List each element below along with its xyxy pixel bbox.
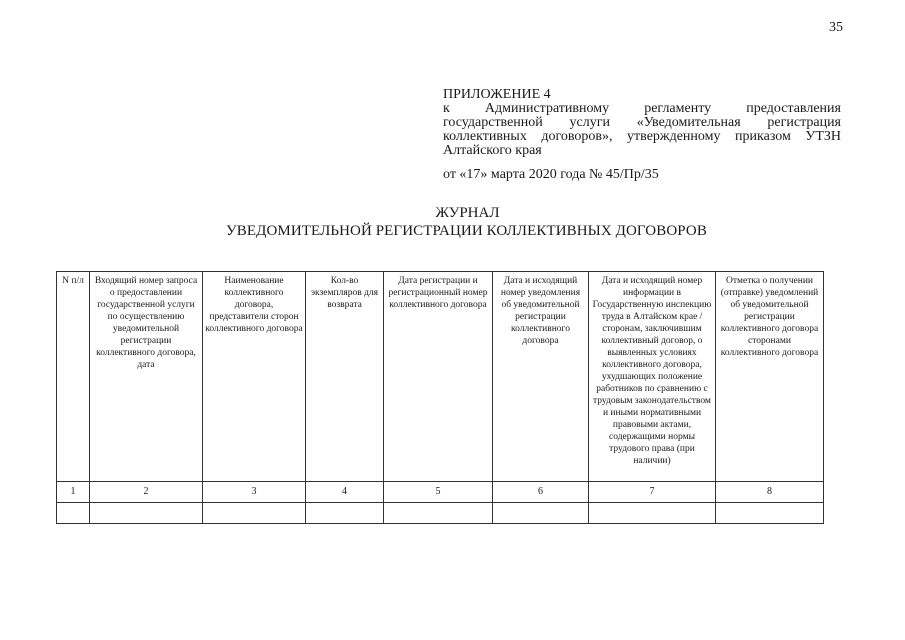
journal-title-line2: УВЕДОМИТЕЛЬНОЙ РЕГИСТРАЦИИ КОЛЛЕКТИВНЫХ ДОГОВОРОВ	[226, 223, 707, 239]
column-header: Входящий номер запроса о предоставлении государственной услуги по осуществлению уведомительной регистрации коллективного договора, дата	[90, 272, 203, 482]
table-cell	[203, 503, 306, 524]
column-number: 5	[384, 482, 493, 503]
column-number: 3	[203, 482, 306, 503]
column-number: 1	[57, 482, 90, 503]
journal-title-line1: ЖУРНАЛ	[435, 205, 500, 221]
column-header: Наименование коллективного договора, представители сторон коллективного договора	[203, 272, 306, 482]
page-number: 35	[829, 20, 843, 35]
table-cell	[716, 503, 824, 524]
table-row	[57, 503, 824, 524]
table-cell	[57, 503, 90, 524]
journal-table	[56, 271, 824, 524]
column-header: Дата и исходящий номер уведомления об уведомительной регистрации коллективного договора	[493, 272, 589, 482]
table-header-row	[57, 272, 824, 482]
column-header: Дата регистрации и регистрационный номер коллективного договора	[384, 272, 493, 482]
column-number: 2	[90, 482, 203, 503]
table-cell	[493, 503, 589, 524]
appendix-date-line: от «17» марта 2020 года № 45/Пр/35	[443, 167, 659, 182]
column-number: 8	[716, 482, 824, 503]
appendix-block	[443, 88, 841, 182]
table-cell	[306, 503, 384, 524]
column-number: 7	[589, 482, 716, 503]
appendix-body: к Административному регламенту предоставления государственной услуги «Уведомительная регистрация коллективных договоров», утвержденному приказом УТЗН Алтайского края	[443, 101, 841, 158]
column-header: N п/л	[57, 272, 90, 482]
column-number: 6	[493, 482, 589, 503]
column-header: Отметка о получении (отправке) уведомлений об уведомительной регистрации коллективного договора сторонами коллективного договора	[716, 272, 824, 482]
appendix-heading: ПРИЛОЖЕНИЕ 4	[443, 87, 551, 102]
column-number-row	[57, 482, 824, 503]
table-cell	[90, 503, 203, 524]
column-header: Дата и исходящий номер информации в Государственную инспекцию труда в Алтайском крае / сторонам, заключившим коллективный договор, о выявленных условиях коллективного договора, ухудшающих положение работников по сравнению с трудовым законодательством и иными нормативными правовыми актами, содержащими нормы трудового права (при наличии)	[589, 272, 716, 482]
journal-title	[0, 204, 905, 240]
table-cell	[589, 503, 716, 524]
column-number: 4	[306, 482, 384, 503]
column-header: Кол-во экземпляров для возврата	[306, 272, 384, 482]
table-cell	[384, 503, 493, 524]
